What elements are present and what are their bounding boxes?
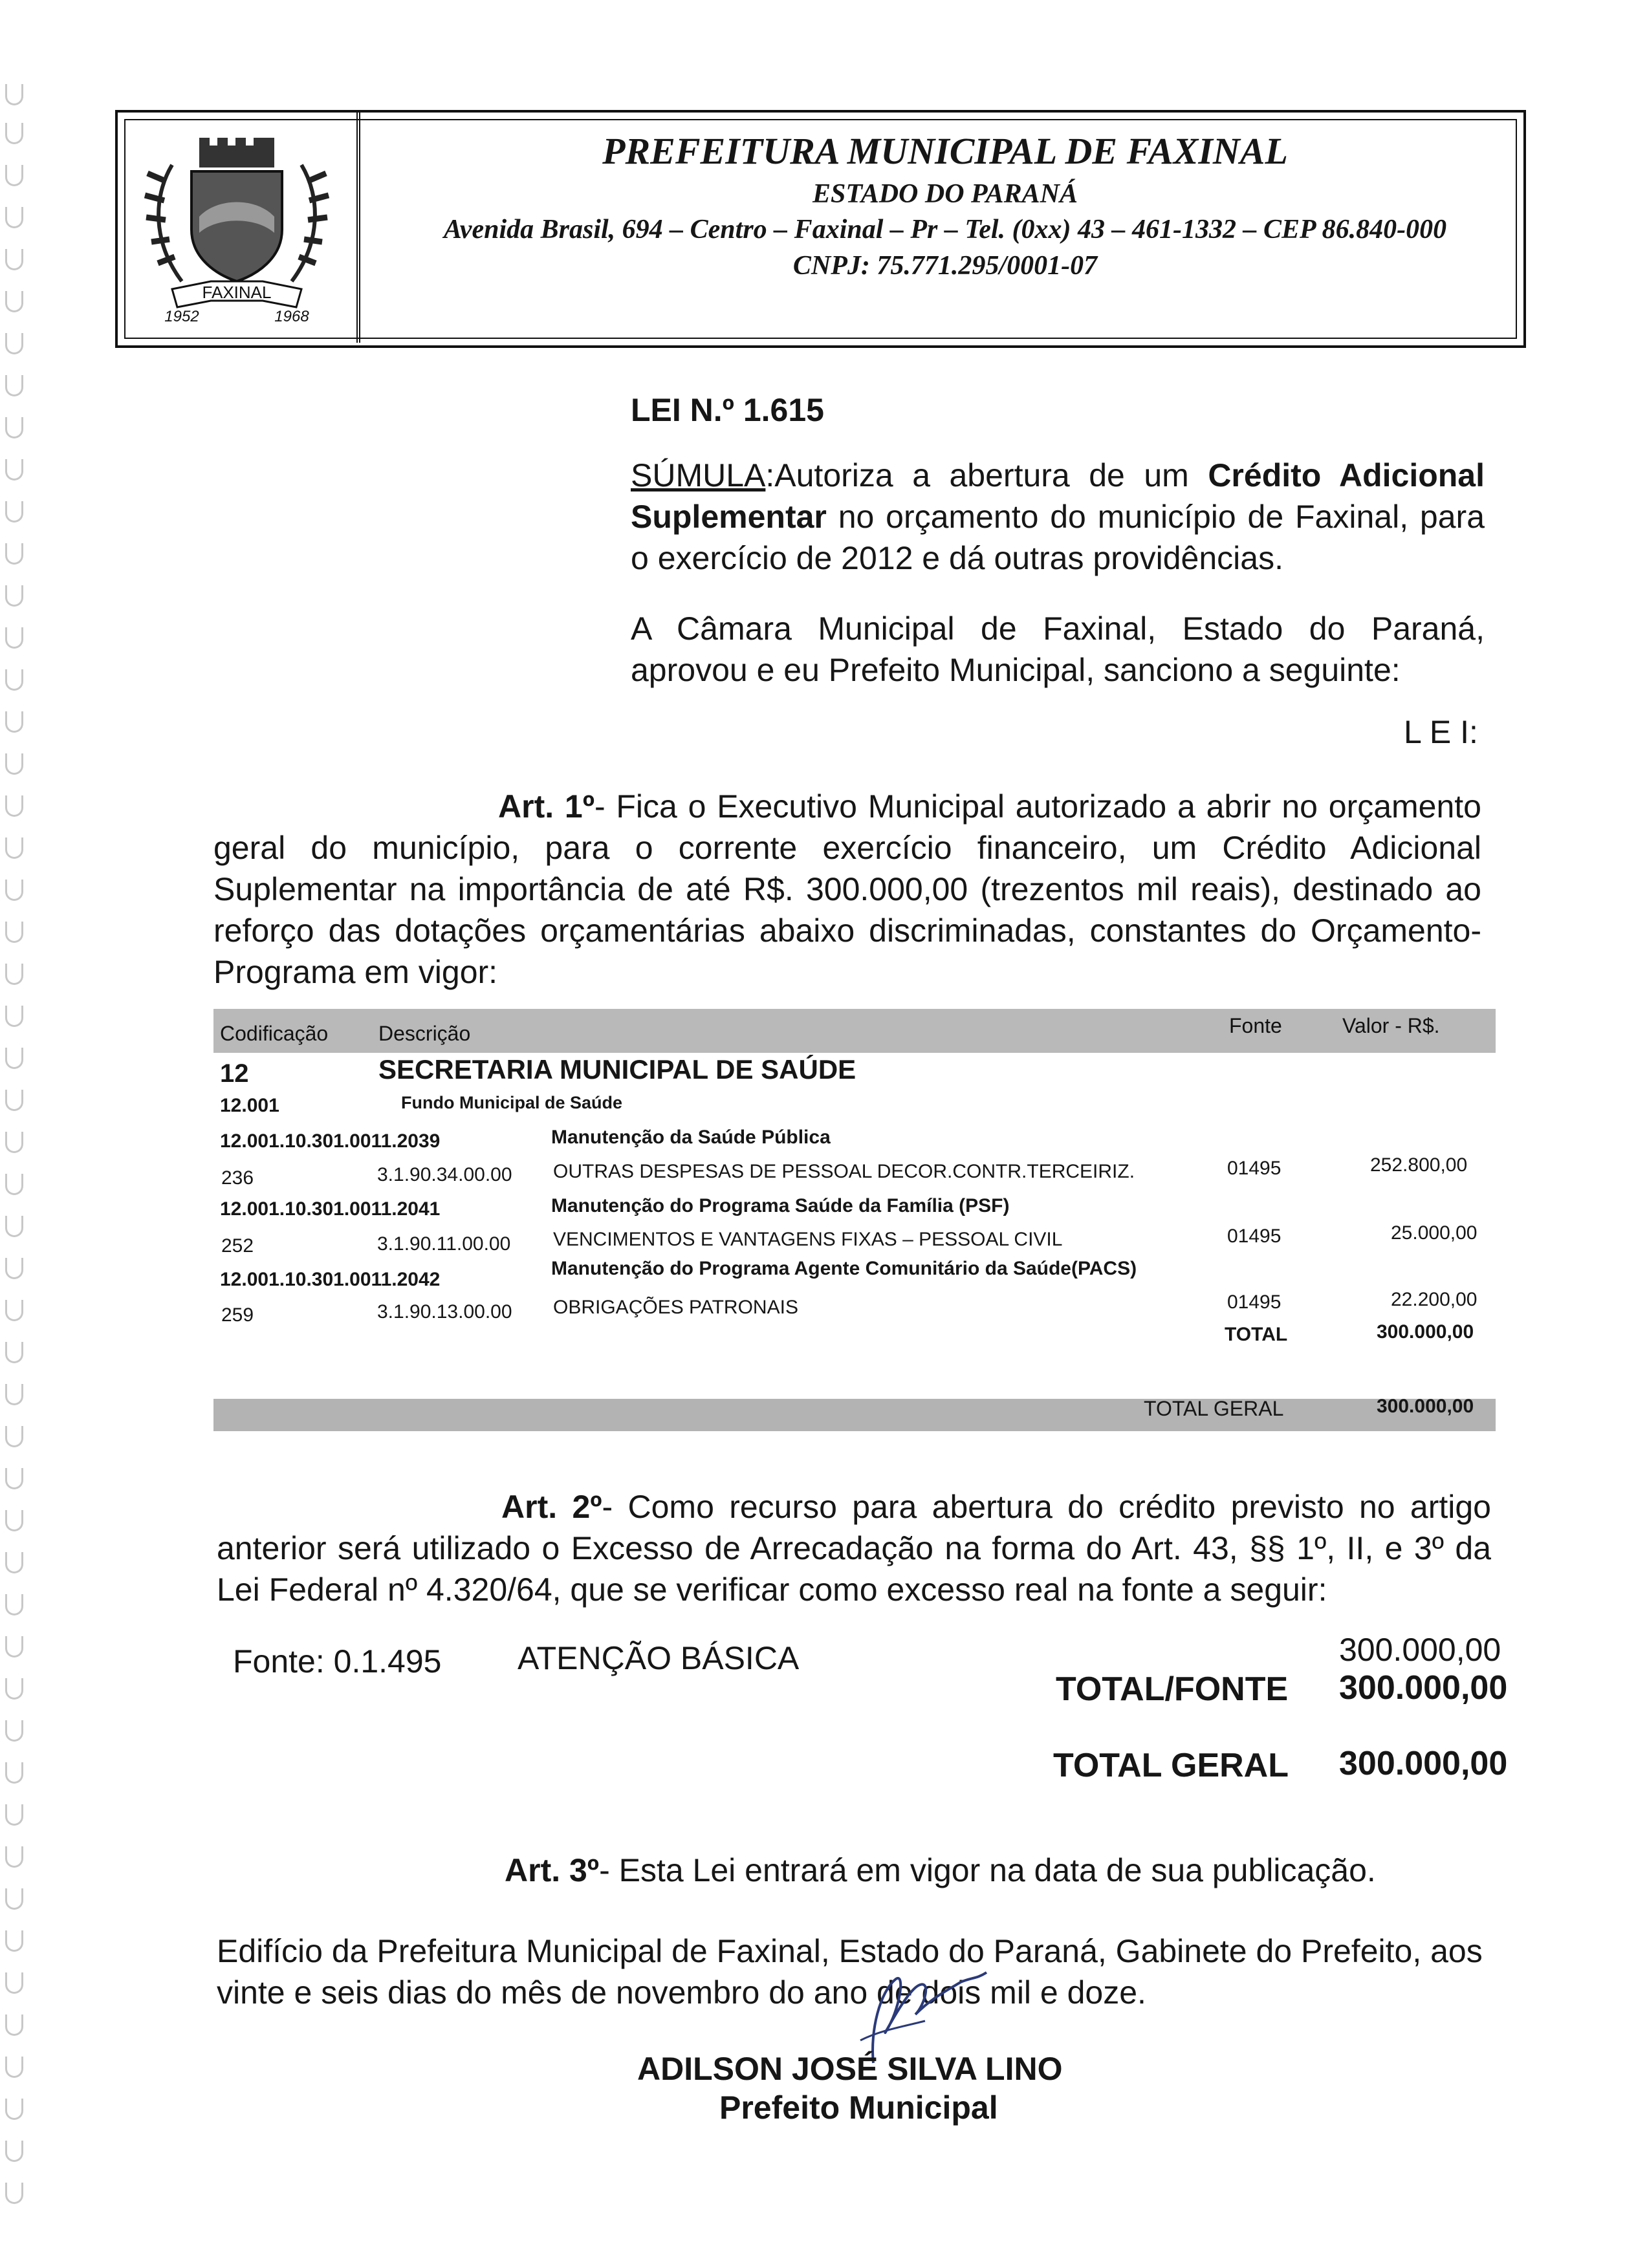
binding-hole bbox=[5, 543, 23, 565]
total-fonte-label: TOTAL/FONTE bbox=[1056, 1670, 1289, 1708]
table-row-fonte: 01495 bbox=[1227, 1226, 1281, 1247]
preamble bbox=[631, 608, 1485, 691]
binding-hole bbox=[5, 711, 23, 733]
total-fonte-value: 300.000,00 bbox=[1339, 1669, 1508, 1707]
table-row-fonte: 01495 bbox=[1227, 1291, 1281, 1313]
fonte-name: ATENÇÃO BÁSICA bbox=[518, 1640, 800, 1676]
binding-hole bbox=[5, 837, 23, 859]
binding-hole bbox=[5, 123, 23, 144]
th-codificacao: Codificação bbox=[220, 1022, 329, 1045]
th-descricao: Descrição bbox=[378, 1022, 471, 1045]
signatory-title: Prefeito Municipal bbox=[719, 2090, 998, 2126]
table-row-element: 3.1.90.13.00.00 bbox=[377, 1301, 512, 1323]
art2-line-3: Lei Federal nº 4.320/64, que se verificar como excesso real na fonte a seguir: bbox=[217, 1571, 1327, 1608]
binding-hole bbox=[5, 1972, 23, 1994]
binding-hole bbox=[5, 1258, 23, 1279]
table-row-valor: 252.800,00 bbox=[1370, 1154, 1468, 1176]
article-3 bbox=[505, 1850, 1376, 1891]
binding-hole bbox=[5, 1888, 23, 1910]
program-code: 12.001.10.301.0011.2042 bbox=[220, 1269, 441, 1290]
binding-hole bbox=[5, 1384, 23, 1405]
table-total-label: TOTAL bbox=[1225, 1324, 1288, 1345]
fonte-value: 300.000,00 bbox=[1339, 1632, 1501, 1668]
fundo-name: Fundo Municipal de Saúde bbox=[401, 1093, 623, 1112]
art2-line-2: anterior será utilizado o Excesso de Arrecadação na forma do Art. 43, §§ 1º, II, e 3º da bbox=[217, 1530, 1491, 1566]
sumula-text-2: no orçamento do município de Faxinal, para bbox=[826, 499, 1485, 535]
crest-year-right: 1968 bbox=[274, 308, 309, 325]
crest-text: FAXINAL bbox=[202, 283, 272, 302]
crest-year-left: 1952 bbox=[164, 308, 199, 325]
sumula-label: SÚMULA bbox=[631, 457, 766, 493]
table-row-id: 236 bbox=[221, 1167, 254, 1189]
secretaria-name: SECRETARIA MUNICIPAL DE SAÚDE bbox=[378, 1054, 856, 1085]
letterhead-state: ESTADO DO PARANÁ bbox=[812, 179, 1078, 209]
table-row-fonte: 01495 bbox=[1227, 1158, 1281, 1179]
art3-text: - Esta Lei entrará em vigor na data de sua publicação. bbox=[599, 1852, 1376, 1888]
binding-hole bbox=[5, 669, 23, 691]
sumula-text-1: :Autoriza a abertura de um bbox=[765, 457, 1208, 493]
sumula-bold-2: Suplementar bbox=[631, 499, 827, 535]
table-row-element: 3.1.90.11.00.00 bbox=[377, 1233, 511, 1255]
table-total-geral-label: TOTAL GERAL bbox=[1144, 1397, 1284, 1420]
table-row-valor: 22.200,00 bbox=[1391, 1289, 1478, 1310]
letterhead-title: PREFEITURA MUNICIPAL DE FAXINAL bbox=[602, 130, 1288, 172]
sumula bbox=[631, 455, 1485, 579]
binding-hole bbox=[5, 1174, 23, 1195]
art1-line-4: reforço das dotações orçamentárias abaixo discriminadas, constantes do Orçamento- bbox=[213, 913, 1481, 949]
article-1 bbox=[213, 786, 1481, 993]
binding-hole bbox=[5, 1720, 23, 1742]
art3-label: Art. 3º bbox=[505, 1852, 600, 1888]
table-row-id: 252 bbox=[221, 1235, 254, 1257]
art1-line-3: Suplementar na importância de até R$. 300.000,00 (trezentos mil reais), destinado ao bbox=[213, 871, 1481, 907]
signatory-name: ADILSON JOSÉ SILVA LINO bbox=[637, 2051, 1063, 2087]
lei-heading: L E I: bbox=[1404, 714, 1478, 750]
art2-line-1: - Como recurso para abertura do crédito previsto no artigo bbox=[602, 1489, 1491, 1525]
art1-label: Art. 1º bbox=[498, 788, 594, 825]
binding-hole bbox=[5, 2141, 23, 2162]
art2-label: Art. 2º bbox=[501, 1489, 602, 1525]
binding-hole bbox=[5, 1552, 23, 1573]
table-total-geral-value: 300.000,00 bbox=[1377, 1396, 1474, 1417]
fonte-total-geral-label: TOTAL GERAL bbox=[1053, 1747, 1289, 1784]
binding-hole bbox=[5, 1468, 23, 1489]
fundo-code: 12.001 bbox=[220, 1095, 279, 1116]
fonte-label: Fonte: 0.1.495 bbox=[233, 1643, 442, 1679]
binding-hole bbox=[5, 1594, 23, 1615]
binding-hole bbox=[5, 1426, 23, 1447]
binding-hole bbox=[5, 1090, 23, 1111]
program-name: Manutenção da Saúde Pública bbox=[551, 1127, 831, 1148]
letterhead-address: Avenida Brasil, 694 – Centro – Faxinal – Pr – Tel. (0xx) 43 – 461-1332 – CEP 86.840-000 bbox=[443, 215, 1447, 244]
binding-hole bbox=[5, 2014, 23, 2036]
binding-hole bbox=[5, 84, 23, 105]
binding-hole bbox=[5, 417, 23, 438]
program-name: Manutenção do Programa Agente Comunitário da Saúde(PACS) bbox=[551, 1258, 1137, 1279]
binding-hole bbox=[5, 1048, 23, 1069]
binding-hole bbox=[5, 291, 23, 312]
art1-line-5: Programa em vigor: bbox=[213, 954, 498, 990]
binding-hole bbox=[5, 627, 23, 649]
sumula-text-3: o exercício de 2012 e dá outras providências. bbox=[631, 540, 1283, 576]
binding-hole bbox=[5, 2057, 23, 2078]
table-total-value: 300.000,00 bbox=[1377, 1321, 1474, 1343]
binding-hole bbox=[5, 459, 23, 481]
binding-hole bbox=[5, 1804, 23, 1826]
binding-hole bbox=[5, 501, 23, 523]
table-row-valor: 25.000,00 bbox=[1391, 1222, 1478, 1244]
binding-hole bbox=[5, 207, 23, 228]
binding-hole bbox=[5, 2183, 23, 2204]
binding-hole bbox=[5, 922, 23, 943]
binding-hole bbox=[5, 1930, 23, 1952]
closing-line-1: Edifício da Prefeitura Municipal de Faxinal, Estado do Paraná, Gabinete do Prefeito, aos bbox=[217, 1933, 1483, 1969]
binding-hole bbox=[5, 249, 23, 270]
th-fonte: Fonte bbox=[1229, 1014, 1282, 1037]
binding-hole bbox=[5, 880, 23, 901]
sumula-bold-1: Crédito Adicional bbox=[1208, 457, 1485, 493]
municipal-crest-icon bbox=[127, 120, 347, 333]
table-row-desc: OUTRAS DESPESAS DE PESSOAL DECOR.CONTR.TERCEIRIZ. bbox=[553, 1161, 1135, 1182]
letterhead-cnpj: CNPJ: 75.771.295/0001-07 bbox=[792, 251, 1098, 281]
total-geral-bar bbox=[213, 1399, 1496, 1431]
binding-hole bbox=[5, 795, 23, 817]
law-number: LEI N.º 1.615 bbox=[631, 392, 824, 428]
binding-hole bbox=[5, 1846, 23, 1868]
table-row-element: 3.1.90.34.00.00 bbox=[377, 1164, 512, 1185]
binding-hole bbox=[5, 1300, 23, 1321]
preamble-line-1: A Câmara Municipal de Faxinal, Estado do Paraná, bbox=[631, 610, 1485, 647]
binding-hole bbox=[5, 585, 23, 607]
closing-line-2: vinte e seis dias do mês de novembro do ano de dois mil e doze. bbox=[217, 1974, 1146, 2011]
art1-line-2: geral do município, para o corrente exercício financeiro, um Crédito Adicional bbox=[213, 830, 1481, 866]
binding-hole bbox=[5, 1216, 23, 1237]
binding-hole bbox=[5, 1636, 23, 1658]
binding-hole bbox=[5, 333, 23, 354]
binding-hole bbox=[5, 964, 23, 985]
secretaria-code: 12 bbox=[220, 1059, 249, 1088]
binding-hole bbox=[5, 1342, 23, 1363]
binding-hole bbox=[5, 1678, 23, 1700]
program-code: 12.001.10.301.0011.2041 bbox=[220, 1198, 441, 1220]
program-name: Manutenção do Programa Saúde da Família (PSF) bbox=[551, 1195, 1010, 1216]
binding-hole bbox=[5, 1132, 23, 1153]
art1-line-1: - Fica o Executivo Municipal autorizado a abrir no orçamento bbox=[594, 788, 1481, 825]
binding-hole bbox=[5, 375, 23, 396]
binding-hole bbox=[5, 1762, 23, 1784]
table-row-desc: VENCIMENTOS E VANTAGENS FIXAS – PESSOAL CIVIL bbox=[553, 1229, 1063, 1250]
program-code: 12.001.10.301.0011.2039 bbox=[220, 1130, 441, 1152]
th-valor: Valor - R$. bbox=[1342, 1014, 1440, 1037]
table-row-desc: OBRIGAÇÕES PATRONAIS bbox=[553, 1297, 798, 1318]
binding-hole bbox=[5, 2099, 23, 2120]
binding-hole bbox=[5, 1006, 23, 1027]
binding-hole bbox=[5, 1510, 23, 1531]
article-2 bbox=[217, 1486, 1491, 1610]
binding-hole bbox=[5, 165, 23, 186]
crest-box bbox=[115, 110, 360, 343]
binding-hole bbox=[5, 753, 23, 775]
fonte-total-geral-value: 300.000,00 bbox=[1339, 1745, 1508, 1782]
preamble-line-2: aprovou e eu Prefeito Municipal, sanciono a seguinte: bbox=[631, 652, 1401, 688]
table-row-id: 259 bbox=[221, 1304, 254, 1326]
